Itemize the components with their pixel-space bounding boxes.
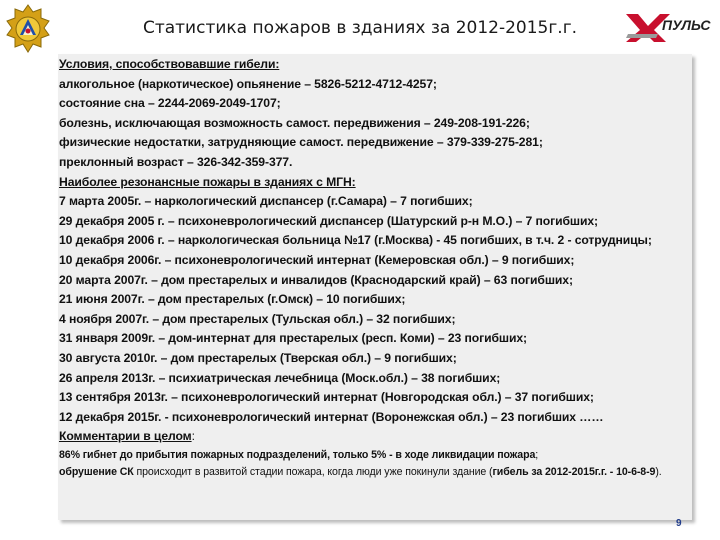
comments-header: Комментарии в целом xyxy=(59,429,192,444)
fire-item: 7 марта 2005г. – наркологический диспансер (г.Самара) – 7 погибших; xyxy=(59,194,473,209)
fire-item: 31 января 2009г. – дом-интернат для престарелых (респ. Коми) – 23 погибших; xyxy=(59,331,528,346)
comments-colon: : xyxy=(191,429,195,444)
fire-item: 12 декабря 2015г. - психоневрологический интернат (Воронежская обл.) – 23 погибших …… xyxy=(59,409,604,424)
condition-item: преклонный возраст – 326-342-359-377. xyxy=(59,154,293,169)
comment-1 xyxy=(59,447,691,465)
fire-item: 26 апреля 2013г. – психиатрическая лечебница (Моск.обл.) – 38 погибших; xyxy=(59,370,501,385)
comment-2 xyxy=(59,464,691,482)
condition-item: состояние сна – 2244-2069-2049-1707; xyxy=(59,96,281,111)
logo-text: ПУЛЬС xyxy=(662,17,711,33)
comment-2-normal: происходит в развитой стадии пожара, когда люди уже покинули здание ( xyxy=(133,466,493,479)
fire-item: 10 декабря 2006 г. – наркологическая больница №17 (г.Москва) - 45 погибших, в т.ч. 2 - сотрудницы; xyxy=(59,233,652,248)
fire-item: 13 сентября 2013г. – психоневрологический интернат (Новгородская обл.) – 37 погибших; xyxy=(59,390,594,405)
fire-item: 20 марта 2007г. – дом престарелых и инвалидов (Краснодарский край) – 63 погибших; xyxy=(59,272,573,287)
comment-1-tail: ; xyxy=(535,448,539,461)
fire-item: 10 декабря 2006г. – психоневрологический интернат (Кемеровская обл.) – 9 погибших; xyxy=(59,252,575,267)
fire-item: 4 ноября 2007г. – дом престарелых (Тульская обл.) – 32 погибших; xyxy=(59,311,456,326)
fire-item: 30 августа 2010г. – дом престарелых (Тверская обл.) – 9 погибших; xyxy=(59,350,457,365)
page-title: Статистика пожаров в зданиях за 2012-2015г.г. xyxy=(142,18,578,38)
content-lines xyxy=(59,55,691,482)
comment-2-tail: ). xyxy=(655,466,662,479)
fires-header: Наиболее резонансные пожары в зданиях с МГН: xyxy=(59,174,356,189)
comment-2-bold-b: гибель за 2012-2015г.г. - 10-6-8-9 xyxy=(492,466,656,479)
condition-item: алкогольное (наркотическое) опьянение – 5826-5212-4712-4257; xyxy=(59,76,437,91)
page-number: 9 xyxy=(676,518,682,529)
comments-header-line xyxy=(59,427,691,447)
content-panel xyxy=(58,54,692,520)
condition-item: болезнь, исключающая возможность самост. передвижения – 249-208-191-226; xyxy=(59,115,530,130)
condition-item: физические недостатки, затрудняющие самост. передвижение – 379-339-275-281; xyxy=(59,135,543,150)
fire-item: 21 июня 2007г. – дом престарелых (г.Омск) – 10 погибших; xyxy=(59,292,406,307)
fire-item: 29 декабря 2005 г. – психоневрологический диспансер (Шатурский р-н М.О.) – 7 погибших; xyxy=(59,213,599,228)
conditions-header: Условия, способствовавшие гибели: xyxy=(59,57,280,71)
comment-1-bold: 86% гибнет до прибытия пожарных подразделений, только 5% - в ходе ликвидации пожара xyxy=(59,448,536,461)
comment-2-bold-a: обрушение СК xyxy=(59,466,134,479)
